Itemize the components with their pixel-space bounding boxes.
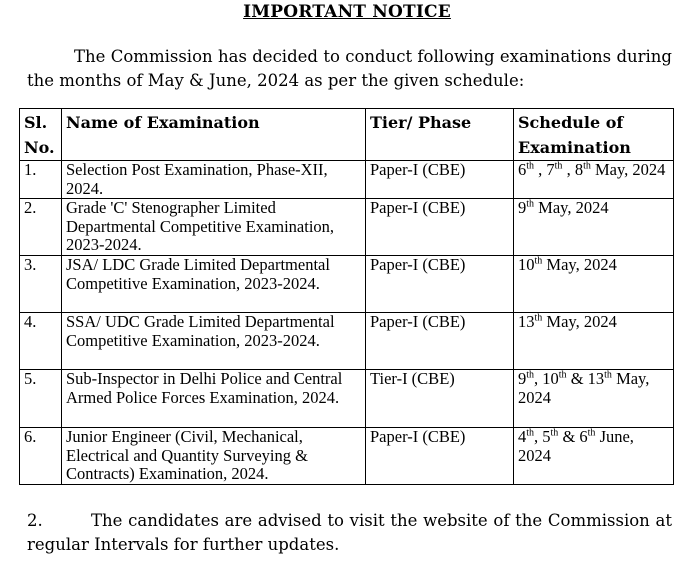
table-row bbox=[20, 313, 674, 370]
row-schedule: 6th , 7th , 8th May, 2024 bbox=[514, 161, 674, 199]
row-schedule: 9th, 10th & 13th May, 2024 bbox=[514, 370, 674, 428]
row-schedule: 9th May, 2024 bbox=[514, 199, 674, 256]
row-sl-no: 4. bbox=[20, 313, 62, 370]
row-exam-name: Sub-Inspector in Delhi Police and Central Armed Police Forces Examination, 2024. bbox=[62, 370, 366, 428]
header-exam-name: Name of Examination bbox=[62, 109, 366, 161]
table-row bbox=[20, 161, 674, 199]
table-header-row bbox=[20, 109, 674, 161]
row-tier: Paper-I (CBE) bbox=[366, 161, 514, 199]
row-sl-no: 1. bbox=[20, 161, 62, 199]
row-tier: Paper-I (CBE) bbox=[366, 428, 514, 485]
row-tier: Paper-I (CBE) bbox=[366, 199, 514, 256]
row-sl-no: 5. bbox=[20, 370, 62, 428]
row-tier: Paper-I (CBE) bbox=[366, 313, 514, 370]
row-exam-name: Grade 'C' Stenographer Limited Departmental Competitive Examination, 2023-2024. bbox=[62, 199, 366, 256]
row-sl-no: 2. bbox=[20, 199, 62, 256]
intro-text: The Commission has decided to conduct following examinations during the months of May & June, 2024 as per the given schedule: bbox=[27, 47, 672, 90]
row-schedule: 4th, 5th & 6th June, 2024 bbox=[514, 428, 674, 485]
row-tier: Paper-I (CBE) bbox=[366, 256, 514, 313]
table-row bbox=[20, 256, 674, 313]
row-exam-name: Selection Post Examination, Phase-XII, 2024. bbox=[62, 161, 366, 199]
header-tier-phase: Tier/ Phase bbox=[366, 109, 514, 161]
intro-paragraph bbox=[27, 45, 672, 93]
row-schedule: 13th May, 2024 bbox=[514, 313, 674, 370]
table-row bbox=[20, 199, 674, 256]
exam-schedule-table bbox=[19, 108, 674, 485]
row-exam-name: Junior Engineer (Civil, Mechanical, Electrical and Quantity Surveying & Contracts) Examination, 2024. bbox=[62, 428, 366, 485]
closing-paragraph bbox=[27, 509, 672, 557]
header-sl-no: Sl. No. bbox=[20, 109, 62, 161]
row-sl-no: 6. bbox=[20, 428, 62, 485]
table-row bbox=[20, 428, 674, 485]
row-sl-no: 3. bbox=[20, 256, 62, 313]
row-exam-name: SSA/ UDC Grade Limited Departmental Competitive Examination, 2023-2024. bbox=[62, 313, 366, 370]
row-tier: Tier-I (CBE) bbox=[366, 370, 514, 428]
notice-title: IMPORTANT NOTICE bbox=[243, 2, 451, 22]
closing-text: The candidates are advised to visit the website of the Commission at regular Intervals for further updates. bbox=[27, 511, 672, 554]
closing-number: 2. bbox=[27, 511, 43, 530]
row-exam-name: JSA/ LDC Grade Limited Departmental Competitive Examination, 2023-2024. bbox=[62, 256, 366, 313]
header-schedule: Schedule of Examination bbox=[514, 109, 674, 161]
row-schedule: 10th May, 2024 bbox=[514, 256, 674, 313]
table-row bbox=[20, 370, 674, 428]
